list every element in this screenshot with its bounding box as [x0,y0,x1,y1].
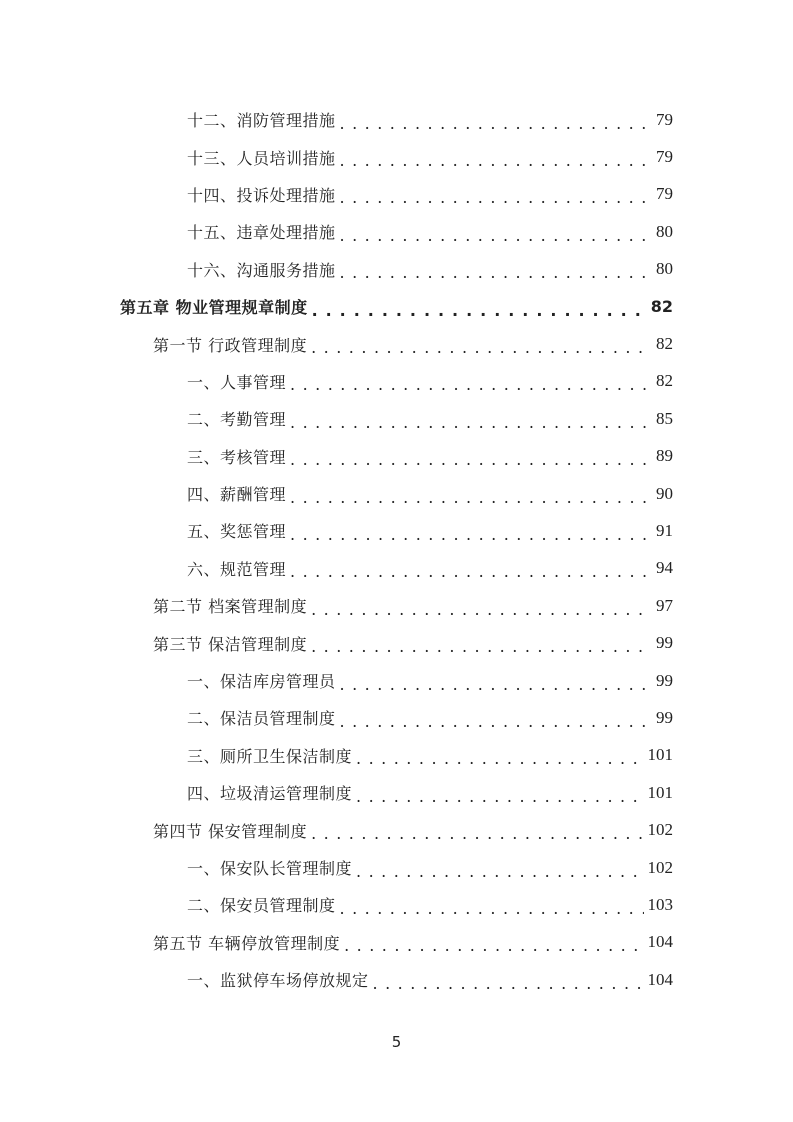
toc-item-entry[interactable] [0,550,793,587]
toc-entry-page: 82 [656,334,673,354]
toc-entry-title: 二、保洁员管理制度 [187,709,336,729]
dot-leader [340,712,652,728]
toc-entry-page: 101 [647,745,673,765]
toc-entry-page: 79 [656,109,673,129]
dot-leader [340,188,652,204]
dot-leader [373,974,644,990]
dot-leader [340,263,652,279]
dot-leader [311,600,652,616]
toc-section-entry[interactable] [0,325,793,362]
toc-entry-title: 二、考勤管理 [187,410,287,430]
toc-entry-page: 79 [656,147,673,167]
toc-entry-page: 91 [656,520,673,540]
toc-entry-title: 一、监狱停车场停放规定 [187,971,369,991]
dot-leader [356,787,643,803]
toc-entry-page: 82 [650,297,673,317]
dot-leader [340,899,644,915]
toc-item-entry[interactable] [0,363,793,400]
dot-leader [290,525,652,541]
toc-entry-title: 十三、人员培训措施 [187,148,336,168]
toc-item-entry[interactable] [0,512,793,549]
toc-entry-title: 五、奖惩管理 [187,522,287,542]
page-number: 5 [391,1033,402,1051]
toc-entry-title: 十五、违章处理措施 [187,223,336,243]
toc-entry-title: 三、考核管理 [187,447,287,467]
dot-leader [290,375,652,391]
toc-entry-page: 103 [647,894,673,914]
toc-item-entry[interactable] [0,699,793,736]
toc-entry-title: 三、厕所卫生保洁制度 [187,746,353,766]
toc-item-entry[interactable] [0,737,793,774]
toc-entry-title: 四、垃圾清运管理制度 [187,784,353,804]
toc-entry-page: 104 [647,969,673,989]
dot-leader [340,151,652,167]
toc-entry-title: 一、保安队长管理制度 [187,859,353,878]
toc-entry-title: 二、保安员管理制度 [187,896,336,916]
toc-entry-title: 第五节 车辆停放管理制度 [153,933,341,953]
dot-leader [356,862,643,878]
toc-entry-title: 第五章 物业管理规章制度 [120,298,308,318]
toc-entry-page: 97 [656,595,673,615]
toc-entry-title: 第二节 档案管理制度 [153,597,308,617]
toc-entry-page: 99 [656,633,673,653]
toc-item-entry[interactable] [0,438,793,475]
toc-entry-title: 四、薪酬管理 [187,485,287,505]
toc-item-entry[interactable] [0,662,793,699]
dot-leader [340,114,652,130]
toc-entry-title: 第四节 保安管理制度 [153,821,308,841]
dot-leader [311,637,652,653]
toc-item-entry[interactable] [0,176,793,213]
dot-leader [290,413,652,429]
toc-entry-page: 99 [656,707,673,727]
toc-entry-page: 85 [656,408,673,428]
toc-entry-page: 82 [656,371,673,391]
toc-item-entry[interactable] [0,475,793,512]
dot-leader [312,301,647,317]
toc-entry-title: 十二、消防管理措施 [187,111,336,131]
toc-chapter-entry[interactable] [0,288,793,325]
toc-entry-title: 一、保洁库房管理员 [187,672,336,692]
toc-item-entry[interactable] [0,774,793,811]
toc-entry-title: 六、规范管理 [187,559,287,579]
toc-entry-page: 99 [656,670,673,690]
toc-entry-title: 一、人事管理 [187,372,287,392]
dot-leader [290,450,652,466]
toc-entry-page: 94 [656,558,673,578]
toc-entry-page: 89 [656,446,673,466]
dot-leader [356,749,643,765]
toc-section-entry[interactable] [0,924,793,961]
toc-entry-page: 101 [647,782,673,802]
toc-entry-title: 第一节 行政管理制度 [153,335,308,355]
toc-entry-page: 80 [656,221,673,241]
dot-leader [290,488,652,504]
toc-item-entry[interactable] [0,213,793,250]
dot-leader [340,675,652,691]
toc-entry-page: 90 [656,483,673,503]
toc-entry-title: 十四、投诉处理措施 [187,185,336,205]
toc-section-entry[interactable] [0,811,793,848]
table-of-contents [0,101,793,998]
toc-entry-title: 十六、沟通服务措施 [187,260,336,280]
toc-entry-page: 102 [647,820,673,840]
toc-item-entry[interactable] [0,138,793,175]
toc-item-entry[interactable] [0,849,793,886]
dot-leader [340,226,652,242]
toc-section-entry[interactable] [0,624,793,661]
dot-leader [344,936,643,952]
dot-leader [311,824,643,840]
toc-item-entry[interactable] [0,251,793,288]
dot-leader [311,338,652,354]
toc-entry-page: 104 [647,932,673,952]
toc-entry-page: 102 [647,857,673,877]
toc-section-entry[interactable] [0,587,793,624]
toc-item-entry[interactable] [0,961,793,998]
dot-leader [290,562,652,578]
toc-item-entry[interactable] [0,101,793,138]
toc-item-entry[interactable] [0,400,793,437]
toc-entry-title: 第三节 保洁管理制度 [153,634,308,654]
toc-item-entry[interactable] [0,886,793,923]
toc-entry-page: 79 [656,184,673,204]
toc-entry-page: 80 [656,259,673,279]
